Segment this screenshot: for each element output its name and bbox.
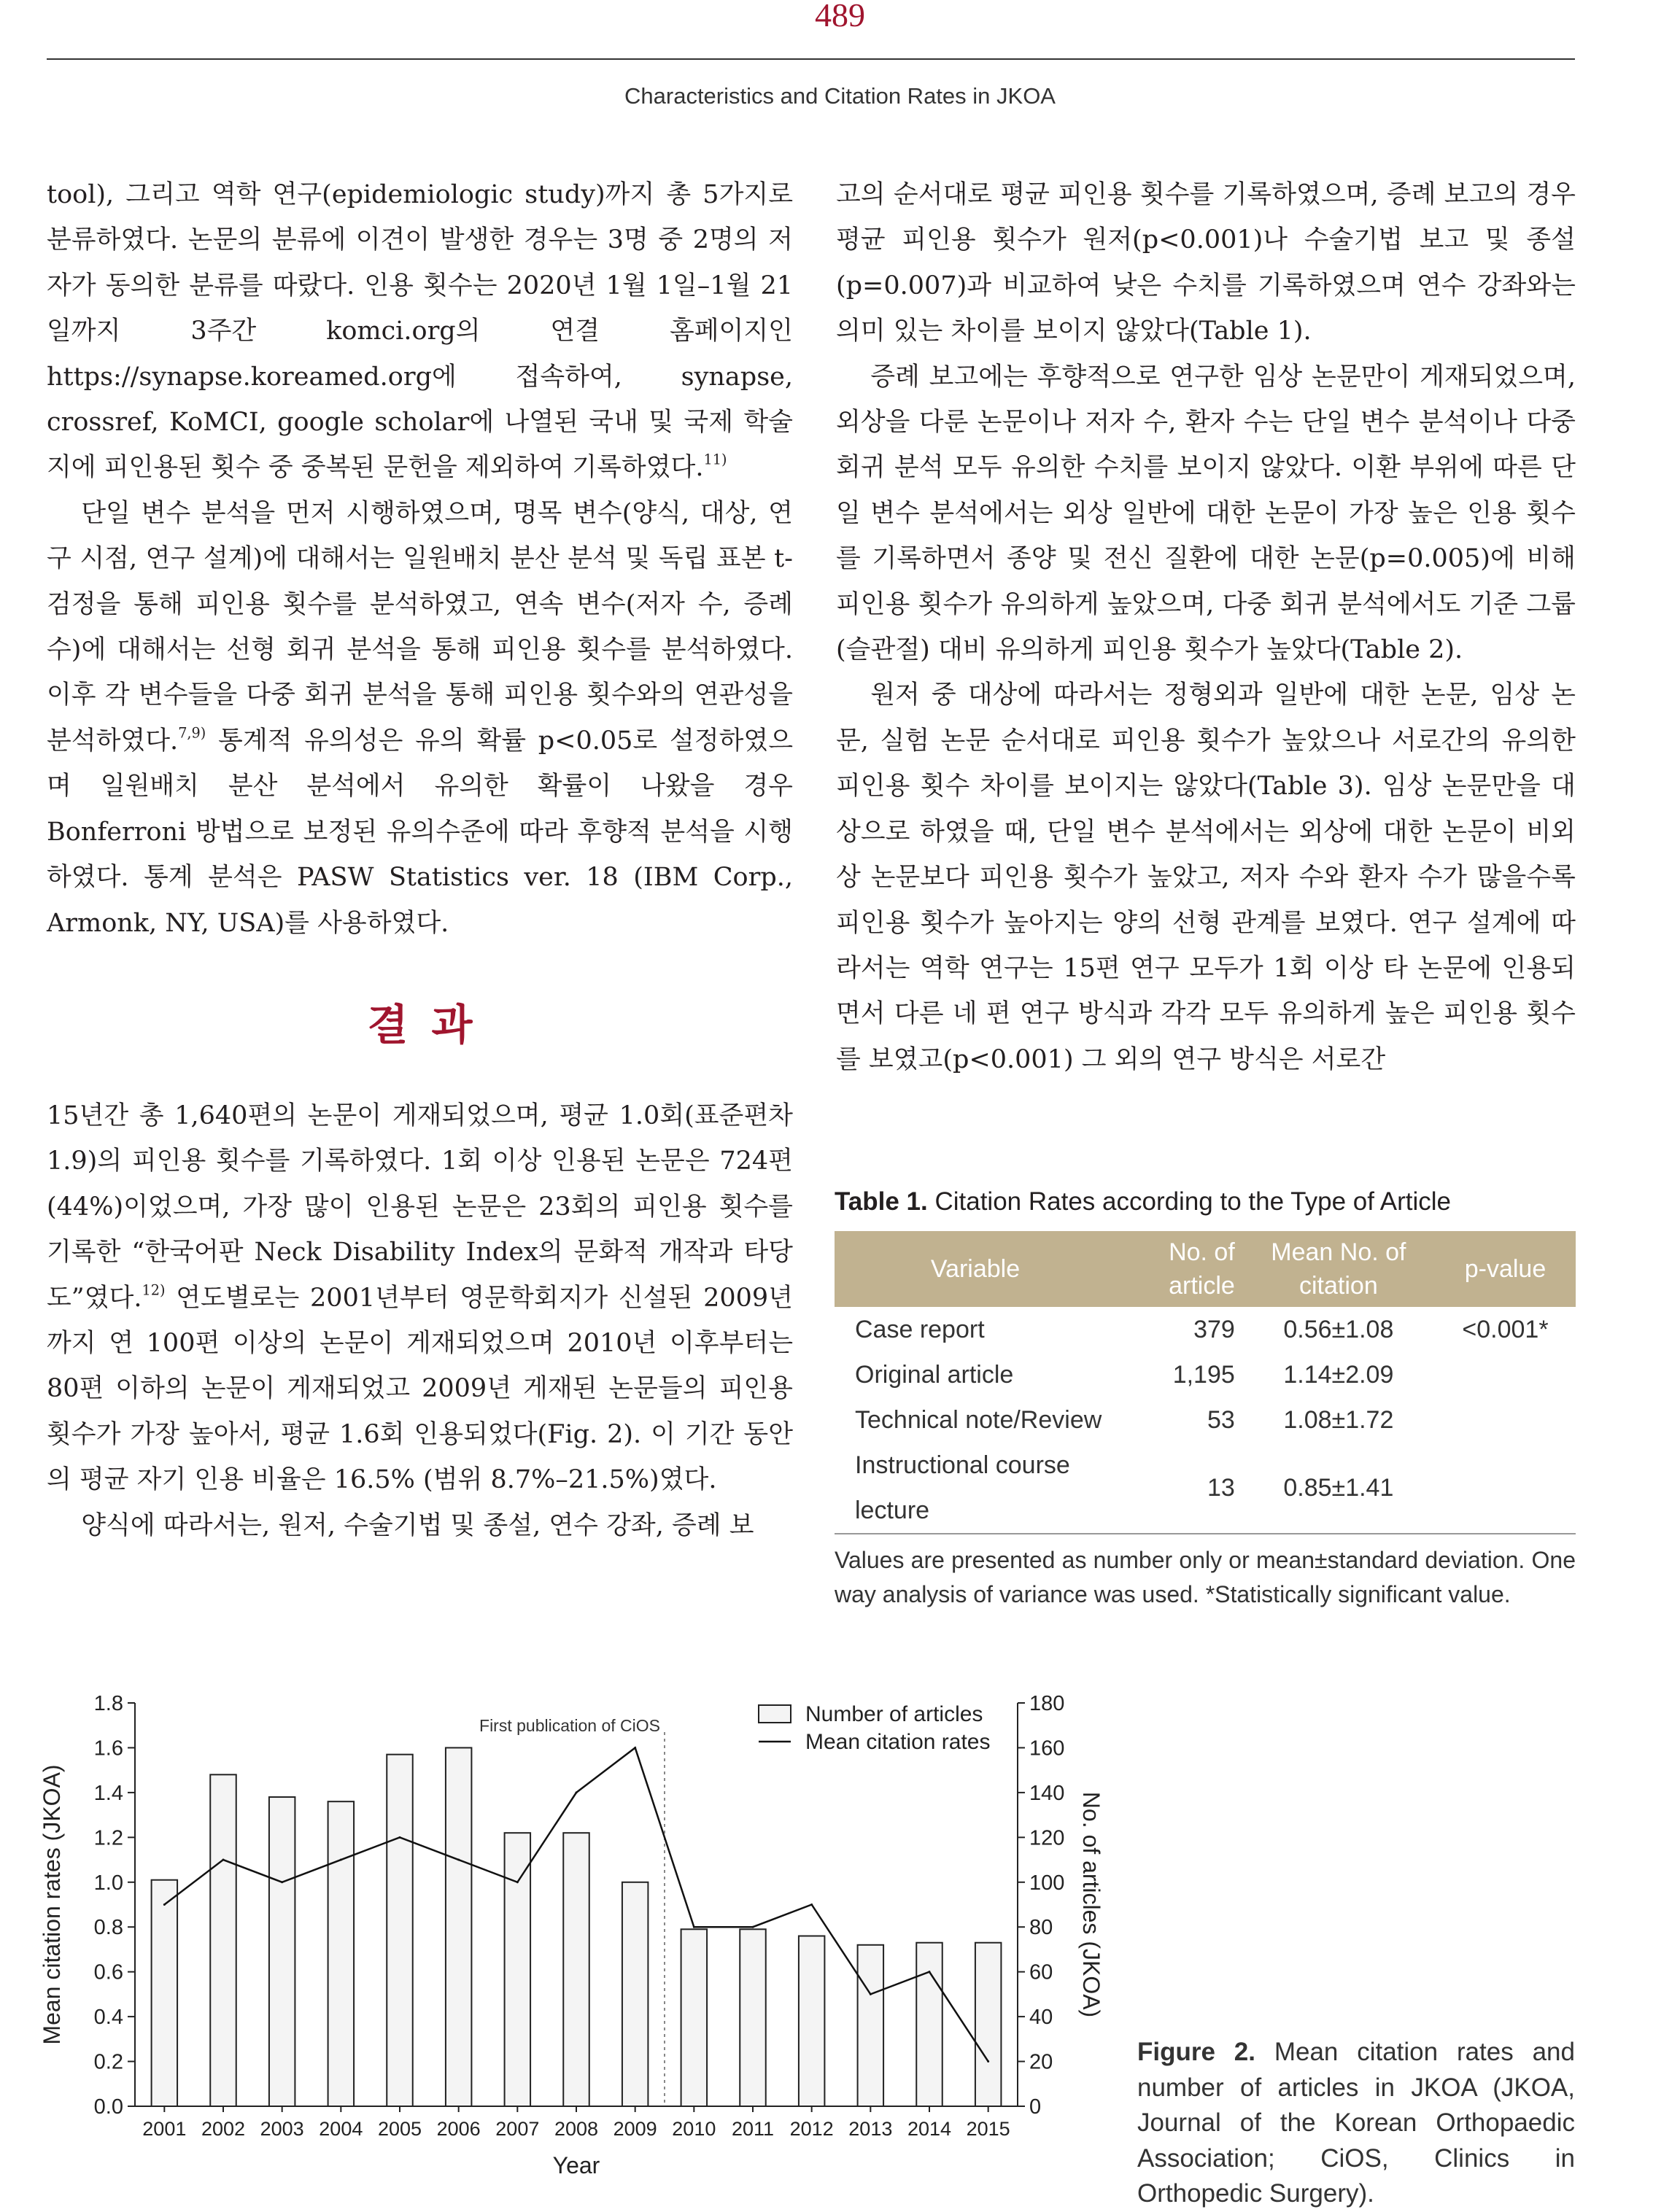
x-tick-label: 2007 (495, 2118, 540, 2140)
table-cell (1435, 1443, 1576, 1534)
figure-caption (1137, 2035, 1575, 2212)
x-tick-label: 2011 (731, 2118, 775, 2140)
table-cell: 1,195 (1172, 1361, 1235, 1389)
paragraph: 고의 순서대로 평균 피인용 횟수를 기록하였으며, 증례 보고의 경우 평균 피인용 횟수가 원저(p<0.001)나 수술기법 보고 및 종설(p=0.007)과 비교하여 낮은 수치를 기록하였으며 연수 강좌와는 의미 있는 차이를 보이지 않았다(Table 1). (836, 180, 1576, 346)
table-row (835, 1443, 1576, 1534)
y-tick-label-left: 1.4 (93, 1781, 123, 1805)
bar (975, 1943, 1001, 2106)
legend-label-line: Mean citation rates (805, 1730, 991, 1754)
line-point (634, 1747, 636, 1749)
y-tick-label-right: 160 (1029, 1736, 1065, 1761)
y-tick-label-right: 100 (1029, 1871, 1065, 1895)
legend-label-bars: Number of articles (805, 1702, 983, 1726)
y-tick-label-left: 0.2 (93, 2050, 123, 2074)
paragraph (47, 1503, 793, 1548)
paragraph: 증례 보고에는 후향적으로 연구한 임상 논문만이 게재되었으며, 외상을 다룬 논문이나 저자 수, 환자 수는 단일 변수 분석이나 다중 회귀 분석 모두 유의한 수치를 보이지 않았다. 이환 부위에 따른 단일 변수 분석에서는 외상 일반에 대한 논문이 가장 높은 인용 횟수를 기록하면서 종양 및 전신 질환에 대한 논문(p=0.005)에 비해 피인용 횟수가 유의하게 높았으며, 다중 회귀 분석에서도 기준 그룹(슬관절) 대비 유의하게 피인용 횟수가 높았다(Table 2). (836, 362, 1576, 665)
column-header: Mean No. of citation (1242, 1231, 1435, 1307)
y-tick-label-left: 1.8 (93, 1692, 123, 1715)
y-tick-label-right: 120 (1029, 1826, 1065, 1850)
bar (328, 1801, 354, 2106)
y-tick-label-right: 20 (1029, 2050, 1053, 2074)
left-column (47, 172, 793, 1548)
line-point (399, 1836, 401, 1839)
bar (210, 1774, 236, 2106)
y-tick-label-right: 40 (1029, 2006, 1053, 2030)
column-header: Variable (835, 1231, 1116, 1307)
bar (916, 1943, 942, 2106)
figure-2-chart (29, 1663, 1116, 2176)
line-point (810, 1904, 813, 1906)
paragraph-text: 통계적 유의성은 유의 확률 p<0.05로 설정하였으며 일원배치 분산 분석에서 유의한 확률이 나왔을 경우 Bonferroni 방법으로 보정된 유의수준에 따라 후향적 분석을 시행하였다. 통계 분석은 PASW Statistics ver. 18 (IBM Corp., Armonk, NY, USA)를 사용하였다. (47, 726, 793, 938)
y-tick-label-left: 0.4 (93, 2006, 123, 2030)
x-tick-label: 2015 (966, 2118, 1010, 2140)
line-point (987, 2060, 989, 2062)
y-tick-label-left: 0.6 (93, 1960, 123, 1984)
y-tick-label-right: 0 (1029, 2095, 1042, 2119)
table-cell: 0.85±1.41 (1242, 1443, 1435, 1534)
x-tick-label: 2001 (142, 2118, 187, 2140)
table-cell: 1.08±1.72 (1283, 1406, 1394, 1434)
bar (446, 1747, 471, 2106)
bar (681, 1929, 707, 2106)
paragraph (47, 1093, 793, 1503)
bar (152, 1880, 177, 2106)
table-cell: 53 (1207, 1406, 1235, 1434)
bar (799, 1936, 824, 2106)
y-tick-label-left: 0.0 (93, 2095, 123, 2119)
line-point (693, 1926, 695, 1928)
table-cell: 1.14±2.09 (1283, 1361, 1394, 1389)
paragraph (47, 172, 793, 491)
table-cell: 0.56±1.08 (1283, 1316, 1394, 1343)
table-cell: <0.001* (1462, 1316, 1549, 1343)
line-point (929, 1971, 931, 1973)
table-footnote: Values are presented as number only or mean±standard deviation. One way analysis of variance was used. *Statistically significant value. (835, 1547, 1576, 1607)
column-header: No. of article (1116, 1231, 1242, 1307)
table-cell: Original article (855, 1361, 1014, 1389)
x-tick-label: 2004 (319, 2118, 363, 2140)
x-tick-label: 2003 (260, 2118, 304, 2140)
x-tick-label: 2005 (377, 2118, 422, 2140)
y-tick-label-right: 180 (1029, 1692, 1065, 1715)
table-row (835, 1397, 1576, 1443)
bar (269, 1797, 295, 2106)
bar (858, 1945, 883, 2106)
table-cell: Technical note/Review (855, 1406, 1102, 1434)
table-cell: Case report (855, 1316, 985, 1343)
right-column (836, 172, 1576, 1082)
paragraph-text: 연도별로는 2001년부터 영문학회지가 신설된 2009년까지 연 100편 이상의 논문이 게재되었으며 2010년 이후부터는 80편 이하의 논문이 게재되었고 2009년 게재된 논문들의 피인용 횟수가 가장 높아서, 평균 1.6회 인용되었다(Fig. 2). 이 기간 동안의 평균 자기 인용 비율은 16.5% (범위 8.7%–21.5%)였다. (47, 1283, 793, 1495)
y-tick-label-right: 80 (1029, 1916, 1053, 1940)
y-tick-label-left: 1.2 (93, 1826, 123, 1850)
paragraph (47, 491, 793, 946)
legend-swatch-bars (759, 1705, 791, 1723)
figure-caption-label: Figure 2. (1137, 2038, 1255, 2066)
table-row (835, 1352, 1576, 1397)
table-caption-text: Citation Rates according to the Type of Article (927, 1187, 1451, 1216)
annotation-label: First publication of CiOS (479, 1716, 660, 1735)
table-cell (1435, 1397, 1576, 1443)
column-header: p-value (1435, 1231, 1576, 1307)
figure-caption-text: Mean citation rates and number of articles in JKOA (JKOA, Journal of the Korean Orthopaedic Association; CiOS, Clinics in Orthopedic Surgery). (1137, 2038, 1575, 2208)
table-caption (835, 1187, 1576, 1216)
reference-marker: 7,9) (178, 724, 206, 742)
line-point (516, 1881, 519, 1883)
x-axis-title: Year (552, 2152, 600, 2176)
y-tick-label-left: 1.0 (93, 1871, 123, 1895)
paragraph-text: 단일 변수 분석을 먼저 시행하였으며, 명목 변수(양식, 대상, 연구 시점, 연구 설계)에 대해서는 일원배치 분산 분석 및 독립 표본 t-검정을 통해 피인용 횟수를 분석하였고, 연속 변수(저자 수, 증례 수)에 대해서는 선형 회귀 분석을 통해 피인용 횟수를 분석하였다. 이후 각 변수들을 다중 회귀 분석을 통해 피인용 횟수와의 연관성을 분석하였다. (47, 498, 793, 756)
table-cell (1435, 1352, 1576, 1397)
x-tick-label: 2010 (672, 2118, 716, 2140)
x-tick-label: 2002 (201, 2118, 246, 2140)
table-cell: 379 (1193, 1316, 1235, 1343)
paragraph: 원저 중 대상에 따라서는 정형외과 일반에 대한 논문, 임상 논문, 실험 논문 순서대로 피인용 횟수가 높았으나 서로간의 유의한 피인용 횟수 차이를 보이지는 않았다(Table 3). 임상 논문만을 대상으로 하였을 때, 단일 변수 분석에서는 외상에 대한 논문이 비외상 논문보다 피인용 횟수가 높았고, 저자 수와 환자 수가 많을수록 피인용 횟수가 높아지는 양의 선형 관계를 보였다. 연구 설계에 따라서는 역학 연구는 15편 연구 모두가 1회 이상 타 논문에 인용되면서 다른 네 편 연구 방식과 각각 모두 유의하게 높은 피인용 횟수를 보였고(p<0.001) 그 외의 연구 방식은 서로간 (836, 680, 1576, 1074)
y-axis-title-right: No. of articles (JKOA) (1078, 1791, 1104, 2018)
y-tick-label-left: 1.6 (93, 1736, 123, 1761)
reference-marker: 12) (142, 1281, 166, 1299)
bar (740, 1929, 765, 2106)
header-rule (47, 58, 1575, 60)
bar (622, 1882, 648, 2106)
paragraph-text: 양식에 따라서는, 원저, 수술기법 및 종설, 연수 강좌, 증례 보 (81, 1510, 754, 1540)
x-tick-label: 2008 (554, 2118, 599, 2140)
page-number: 489 (815, 0, 865, 34)
bar (505, 1833, 530, 2106)
table-caption-label: Table 1. (835, 1187, 928, 1216)
line-point (870, 1993, 872, 1995)
line-point (222, 1859, 225, 1861)
table-row (835, 1307, 1576, 1352)
x-tick-label: 2014 (907, 2118, 952, 2140)
line-point (457, 1859, 460, 1861)
line-point (340, 1859, 342, 1861)
line-point (163, 1904, 166, 1906)
running-title: Characteristics and Citation Rates in JKOA (624, 83, 1056, 109)
bar (387, 1755, 412, 2106)
x-tick-label: 2012 (789, 2118, 834, 2140)
table-1 (835, 1187, 1576, 1612)
table-cell: Instructional course lecture (835, 1443, 1116, 1534)
x-tick-label: 2013 (848, 2118, 893, 2140)
paragraph-text: tool), 그리고 역학 연구(epidemiologic study)까지 총 5가지로 분류하였다. 논문의 분류에 이견이 발생한 경우는 3명 중 2명의 저자가 동의한 분류를 따랐다. 인용 횟수는 2020년 1월 1일–1월 21일까지 3주간 komci.org의 연결 홈페이지인 https://synapse.koreamed.org에 접속하여, synapse, crossref, KoMCI, google scholar에 나열된 국내 및 국제 학술지에 피인용된 횟수 중 중복된 문헌을 제외하여 기록하였다. (47, 180, 793, 483)
paragraph-text: 15년간 총 1,640편의 논문이 게재되었으며, 평균 1.0회(표준편차 1.9)의 피인용 횟수를 기록하였다. 1회 이상 인용된 논문은 724편(44%)이었으며, 가장 많이 인용된 논문은 23회의 피인용 횟수를 기록한 “한국어판 Neck Disability Index의 문화적 개작과 타당도”였다. (47, 1101, 793, 1313)
y-tick-label-left: 0.8 (93, 1916, 123, 1940)
y-tick-label-right: 60 (1029, 1960, 1053, 1984)
reference-marker: 11) (703, 451, 727, 469)
x-tick-label: 2009 (613, 2118, 657, 2140)
section-title: 결과 (367, 999, 496, 1049)
table-header-row (835, 1231, 1576, 1307)
y-tick-label-right: 140 (1029, 1781, 1065, 1805)
line-point (281, 1881, 283, 1883)
line-point (576, 1791, 578, 1793)
table-cell: 13 (1116, 1443, 1242, 1534)
bar (563, 1833, 589, 2106)
x-tick-label: 2006 (436, 2118, 481, 2140)
citation-table (835, 1231, 1576, 1534)
line-point (752, 1926, 754, 1928)
y-axis-title-left: Mean citation rates (JKOA) (39, 1764, 65, 2045)
